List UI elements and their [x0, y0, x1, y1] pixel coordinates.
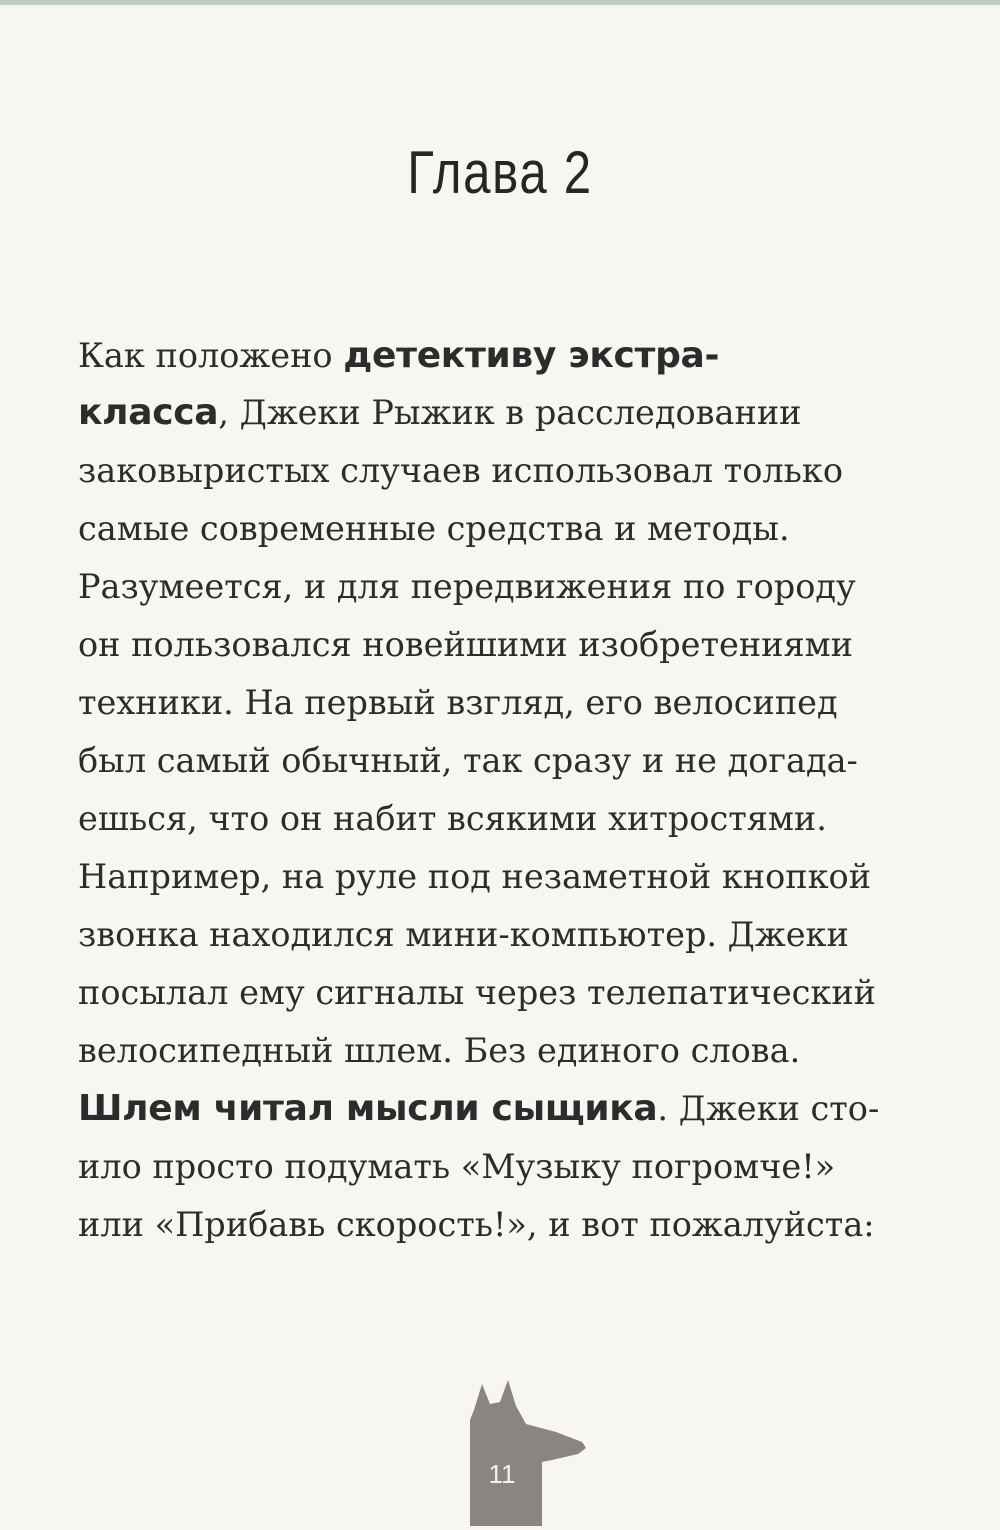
paragraph-line: посылал ему сигналы через телепатический [78, 973, 876, 1012]
paragraph-line: самые современные средства и методы. [78, 509, 790, 548]
paragraph-line: или «Прибавь скорость!», и вот пожалуйста: [78, 1205, 875, 1244]
paragraph-line: Например, на руле под незаметной кнопкой [78, 857, 872, 896]
paragraph-line: техники. На первый взгляд, его велосипед [78, 683, 838, 722]
paragraph-line: заковыристых случаев использовал только [78, 451, 843, 490]
paragraph-line: велосипедный шлем. Без единого слова. [78, 1031, 801, 1070]
fox-head-shape [470, 1380, 586, 1526]
paragraph-line: Шлем читал мысли сыщика. Джеки сто- [78, 1088, 880, 1129]
fox-head-icon [460, 1358, 590, 1526]
paragraph-line: класса, Джеки Рыжик в расследовании [78, 392, 802, 433]
paragraph-line: он пользовался новейшими изобретениями [78, 625, 854, 664]
paragraph-line: ешься, что он набит всякими хитростями. [78, 799, 827, 838]
page-number: 11 [488, 1459, 516, 1489]
paragraph-line: был самый обычный, так сразу и не догада- [78, 741, 858, 780]
paragraph-line: ило просто подумать «Музыку погромче!» [78, 1147, 836, 1186]
chapter-title: Глава 2 [407, 139, 593, 206]
paragraph-line: Как положено детективу экстра- [78, 335, 720, 376]
paragraph-line: Разумеется, и для передвижения по городу [78, 567, 856, 606]
paragraph-line: звонка находился мини-компьютер. Джеки [78, 915, 849, 954]
